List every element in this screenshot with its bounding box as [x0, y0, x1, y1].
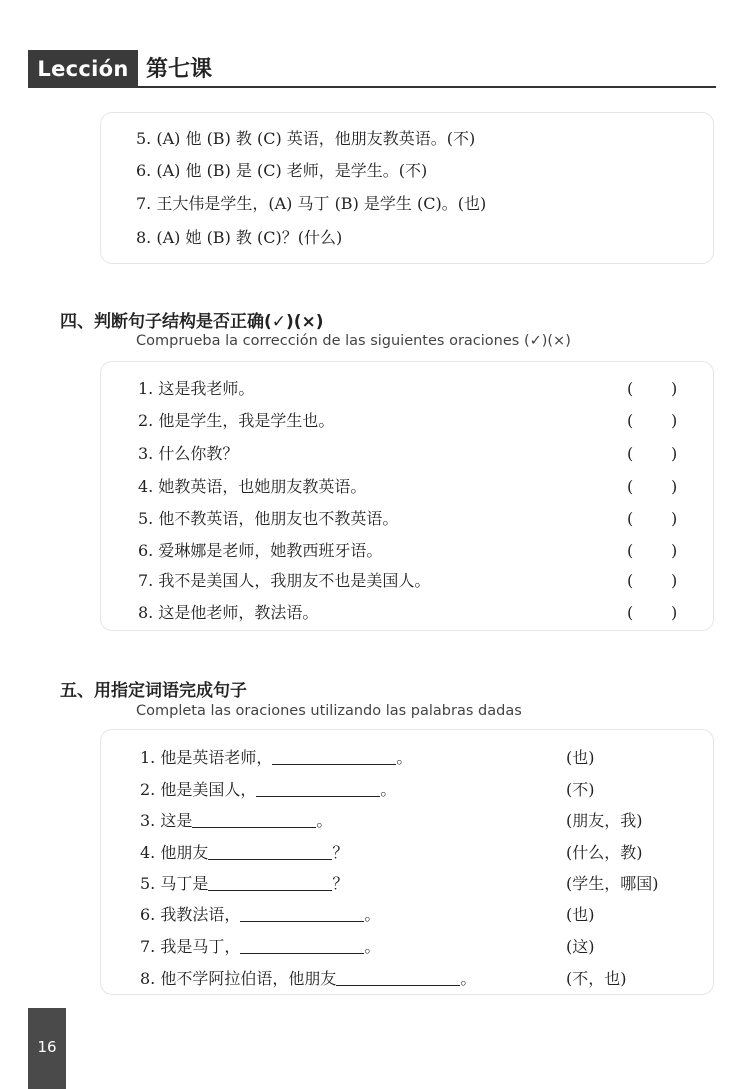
hint-words: (也) [566, 748, 595, 767]
hint-words: (学生，哪国) [566, 874, 659, 893]
section-title-judge: 四、判断句子结构是否正确(✓)(×) [60, 312, 324, 332]
hint-words: (这) [566, 937, 595, 956]
answer-parentheses[interactable]: ( ) [627, 571, 678, 590]
exercise-item: 7. 王大伟是学生，(A) 马丁 (B) 是学生 (C)。(也) [136, 194, 487, 213]
lesson-title: 第七课 [146, 57, 213, 82]
answer-parentheses[interactable]: ( ) [627, 411, 678, 430]
completion-item: 5. 马丁是 ？ [140, 874, 349, 893]
completion-item: 7. 我是马丁， 。 [140, 937, 381, 956]
completion-item: 6. 我教法语， 。 [140, 905, 381, 924]
judge-item: 1. 这是我老师。 [138, 379, 255, 398]
lesson-label: Lección 7 [28, 50, 138, 88]
exercise-item: 5. (A) 他 (B) 教 (C) 英语，他朋友教英语。(不) [136, 129, 476, 148]
hint-words: (朋友，我) [566, 811, 643, 830]
judge-item: 3. 什么你教？ [138, 444, 239, 463]
judge-item: 6. 爱琳娜是老师，她教西班牙语。 [138, 541, 383, 560]
answer-parentheses[interactable]: ( ) [627, 603, 678, 622]
hint-words: (不，也) [566, 969, 627, 988]
section-subtitle-complete: Completa las oraciones utilizando las palabras dadas [136, 703, 522, 719]
answer-parentheses[interactable]: ( ) [627, 444, 678, 463]
judge-item: 4. 她教英语，也她朋友教英语。 [138, 477, 367, 496]
completion-item: 8. 他不学阿拉伯语，他朋友 。 [140, 969, 477, 988]
exercise-item: 8. (A) 她 (B) 教 (C)？(什么) [136, 228, 343, 247]
completion-item: 1. 他是英语老师， 。 [140, 748, 413, 767]
answer-parentheses[interactable]: ( ) [627, 509, 678, 528]
header-divider [138, 86, 716, 88]
completion-item: 2. 他是美国人， 。 [140, 780, 397, 799]
judge-item: 5. 他不教英语，他朋友也不教英语。 [138, 509, 399, 528]
answer-parentheses[interactable]: ( ) [627, 477, 678, 496]
completion-item: 4. 他朋友 ？ [140, 843, 349, 862]
answer-blank[interactable] [272, 748, 396, 765]
answer-blank[interactable] [192, 811, 316, 828]
judge-item: 8. 这是他老师，教法语。 [138, 603, 319, 622]
answer-parentheses[interactable]: ( ) [627, 541, 678, 560]
hint-words: (什么，教) [566, 843, 643, 862]
hint-words: (不) [566, 780, 595, 799]
answer-blank[interactable] [240, 905, 364, 922]
completion-item: 3. 这是 。 [140, 811, 333, 830]
answer-blank[interactable] [336, 969, 460, 986]
exercise-item: 6. (A) 他 (B) 是 (C) 老师，是学生。(不) [136, 161, 428, 180]
judge-item: 2. 他是学生，我是学生也。 [138, 411, 335, 430]
answer-blank[interactable] [208, 843, 332, 860]
answer-parentheses[interactable]: ( ) [627, 379, 678, 398]
page-number: 16 [28, 1008, 66, 1089]
answer-blank[interactable] [256, 780, 380, 797]
answer-blank[interactable] [208, 874, 332, 891]
section-subtitle-judge: Comprueba la corrección de las siguientes oraciones (✓)(×) [136, 333, 571, 349]
judge-item: 7. 我不是美国人，我朋友不也是美国人。 [138, 571, 431, 590]
hint-words: (也) [566, 905, 595, 924]
section-title-complete: 五、用指定词语完成句子 [60, 681, 247, 701]
answer-blank[interactable] [240, 937, 364, 954]
